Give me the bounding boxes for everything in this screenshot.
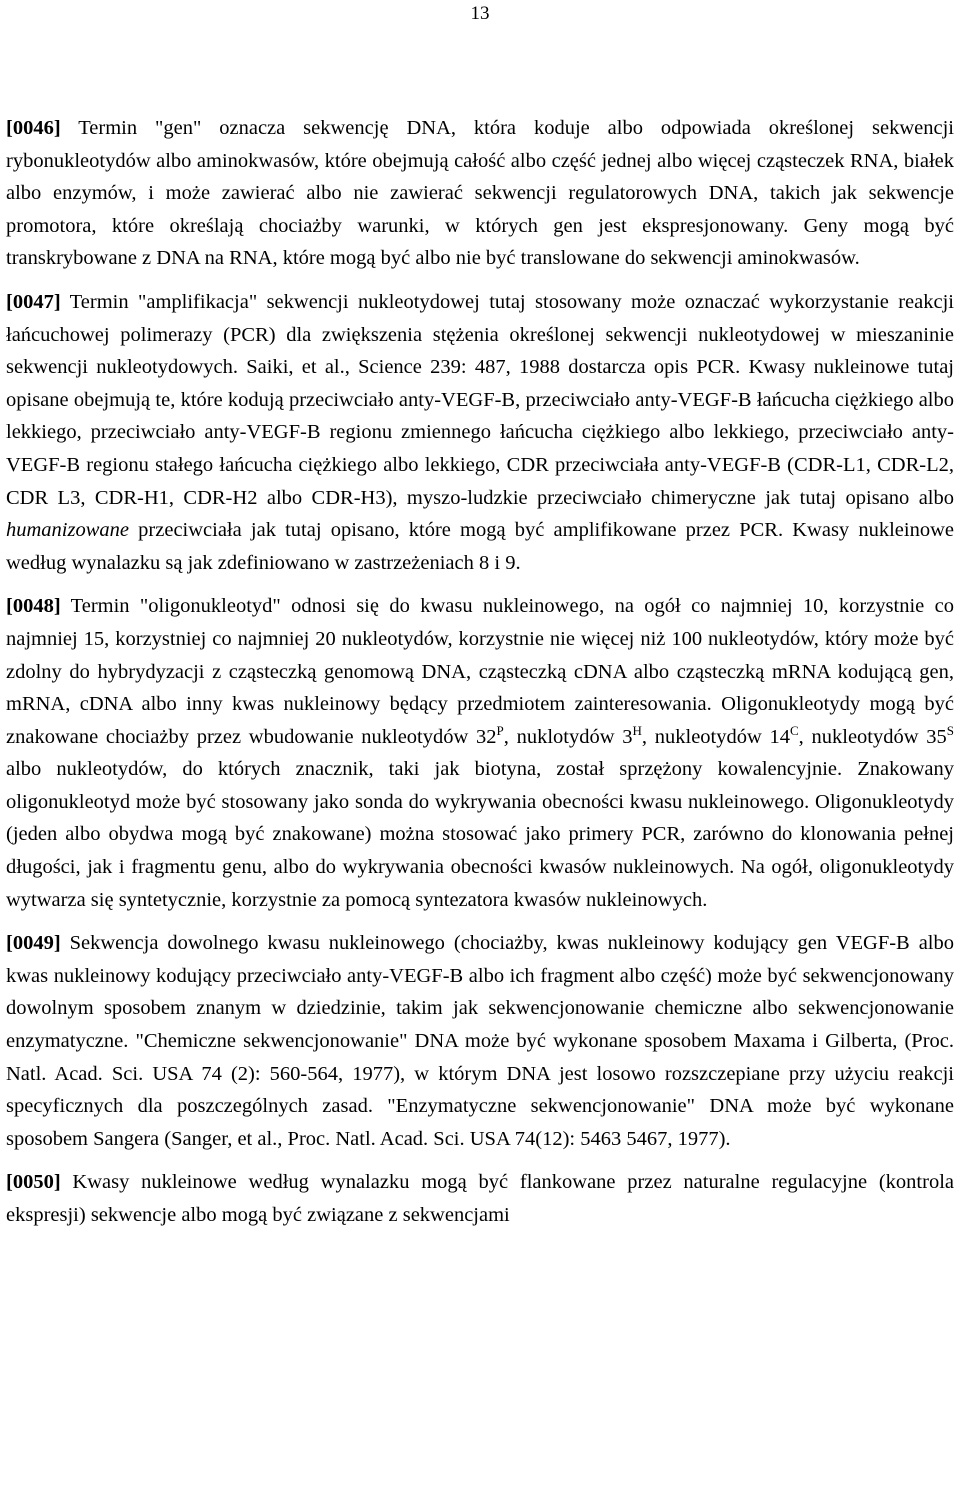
paragraph-text: Termin "oligonukleotyd" odnosi się do kwasu nukleinowego, na ogół co najmniej 10, korzystnie co najmniej 15, korzystniej co najmniej 20 nukleotydów, korzystnie nie więcej niż 100 nukleotydów, który może być zdolny do hybrydyzacji z cząsteczką genomową DNA, cząsteczką cDNA albo cząsteczką mRNA kodującą gen, mRNA, cDNA albo inny kwas nukleinowy będący przedmiotem zainteresowania. Oligonukleotydy mogą być znakowane chociażby przez wbudowanie nukleotydów 32 [6, 595, 954, 748]
paragraph-text: Sekwencja dowolnego kwasu nukleinowego (chociażby, kwas nukleinowy kodujący gen VEGF-B albo kwas nukleinowy kodujący przeciwciało anty-VEGF-B albo ich fragment albo część) może być sekwencjonowany dowolnym sposobem znanym w dziedzinie, takim jak sekwencjonowanie chemiczne albo sekwencjonowanie enzymatyczne. "Chemiczne sekwencjonowanie" DNA może być wykonane sposobem Maxama i Gilberta, (Proc. Natl. Acad. Sci. USA 74 (2): 560-564, 1977), w którym DNA jest losowo rozszczepiane przy użyciu reakcji specyficznych dla poszczególnych zasad. "Enzymatyczne sekwencjonowanie" DNA może być wykonane sposobem Sangera (Sanger, et al., Proc. Natl. Acad. Sci. USA 74(12): 5463 5467, 1977). [6, 932, 954, 1150]
paragraph-text: Kwasy nukleinowe według wynalazku mogą być flankowane przez naturalne regulacyjne (kontrola ekspresji) sekwencje albo mogą być związane z sekwencjami [6, 1171, 954, 1226]
paragraph-number: [0049] [6, 932, 61, 955]
paragraph-text: przeciwciała jak tutaj opisano, które mogą być amplifikowane przez PCR. Kwasy nukleinowe według wynalazku są jak zdefiniowano w zastrzeżeniach 8 i 9. [6, 519, 954, 574]
paragraph-text: albo nukleotydów, do których znacznik, taki jak biotyna, został sprzężony kowalencyjnie. Znakowany oligonukleotyd może być stosowany jako sonda do wykrywania obecności kwasu nukleinowego. Oligonukleotydy (jeden albo obydwa mogą być znakowane) można stosować jako primery PCR, zarówno do klonowania pełnej długości, jak i fragmentu genu, albo do wykrywania obecności kwasów nukleinowych. Na ogół, oligonukleotydy wytwarza się syntetycznie, korzystnie za pomocą syntezatora kwasów nukleinowych. [6, 758, 954, 911]
paragraph-0048 [6, 590, 954, 916]
isotope-superscript: H [632, 722, 642, 738]
paragraph-0046 [6, 112, 954, 275]
italic-term: humanizowane [6, 519, 129, 542]
paragraph-0049 [6, 927, 954, 1155]
paragraph-text: Termin "gen" oznacza sekwencję DNA, która koduje albo odpowiada określonej sekwencji rybonukleotydów albo aminokwasów, które obejmują całość albo część jednej albo więcej cząsteczek RNA, białek albo enzymów, i może zawierać albo nie zawierać sekwencji regulatorowych DNA, takich jak sekwencje promotora, które określają chociażby warunki, w których gen jest ekspresjonowany. Geny mogą być transkrybowane z DNA na RNA, które mogą być albo nie być translowane do sekwencji aminokwasów. [6, 117, 954, 270]
paragraph-text: Termin "amplifikacja" sekwencji nukleotydowej tutaj stosowany może oznaczać wykorzystanie reakcji łańcuchowej polimerazy (PCR) dla zwiększenia stężenia określonej sekwencji nukleotydowej w mieszaninie sekwencji nukleotydowych. Saiki, et al., Science 239: 487, 1988 dostarcza opis PCR. Kwasy nukleinowe tutaj opisane obejmują te, które kodują przeciwciało anty-VEGF-B, przeciwciało anty-VEGF-B łańcucha ciężkiego albo lekkiego, przeciwciało anty-VEGF-B regionu zmiennego łańcucha ciężkiego albo lekkiego, przeciwciało anty-VEGF-B regionu stałego łańcucha ciężkiego albo lekkiego, CDR przeciwciała anty-VEGF-B (CDR-L1, CDR-L2, CDR L3, CDR-H1, CDR-H2 albo CDR-H3), myszo-ludzkie przeciwciało chimeryczne jak tutaj opisano albo [6, 290, 954, 509]
paragraph-number: [0047] [6, 290, 61, 313]
paragraph-0047 [6, 286, 954, 579]
page-number: 13 [470, 3, 490, 24]
paragraph-text: , nuklotydów 3 [503, 725, 633, 748]
paragraph-number: [0050] [6, 1171, 61, 1194]
paragraph-text: , nukleotydów 14 [641, 725, 790, 748]
paragraph-text: , nukleotydów 35 [798, 725, 947, 748]
paragraph-0050 [6, 1166, 954, 1231]
isotope-superscript: C [790, 722, 799, 738]
paragraph-number: [0048] [6, 595, 61, 618]
paragraph-number: [0046] [6, 117, 61, 139]
isotope-superscript: S [946, 722, 954, 738]
isotope-superscript: P [496, 722, 504, 738]
document-body [6, 112, 954, 1243]
